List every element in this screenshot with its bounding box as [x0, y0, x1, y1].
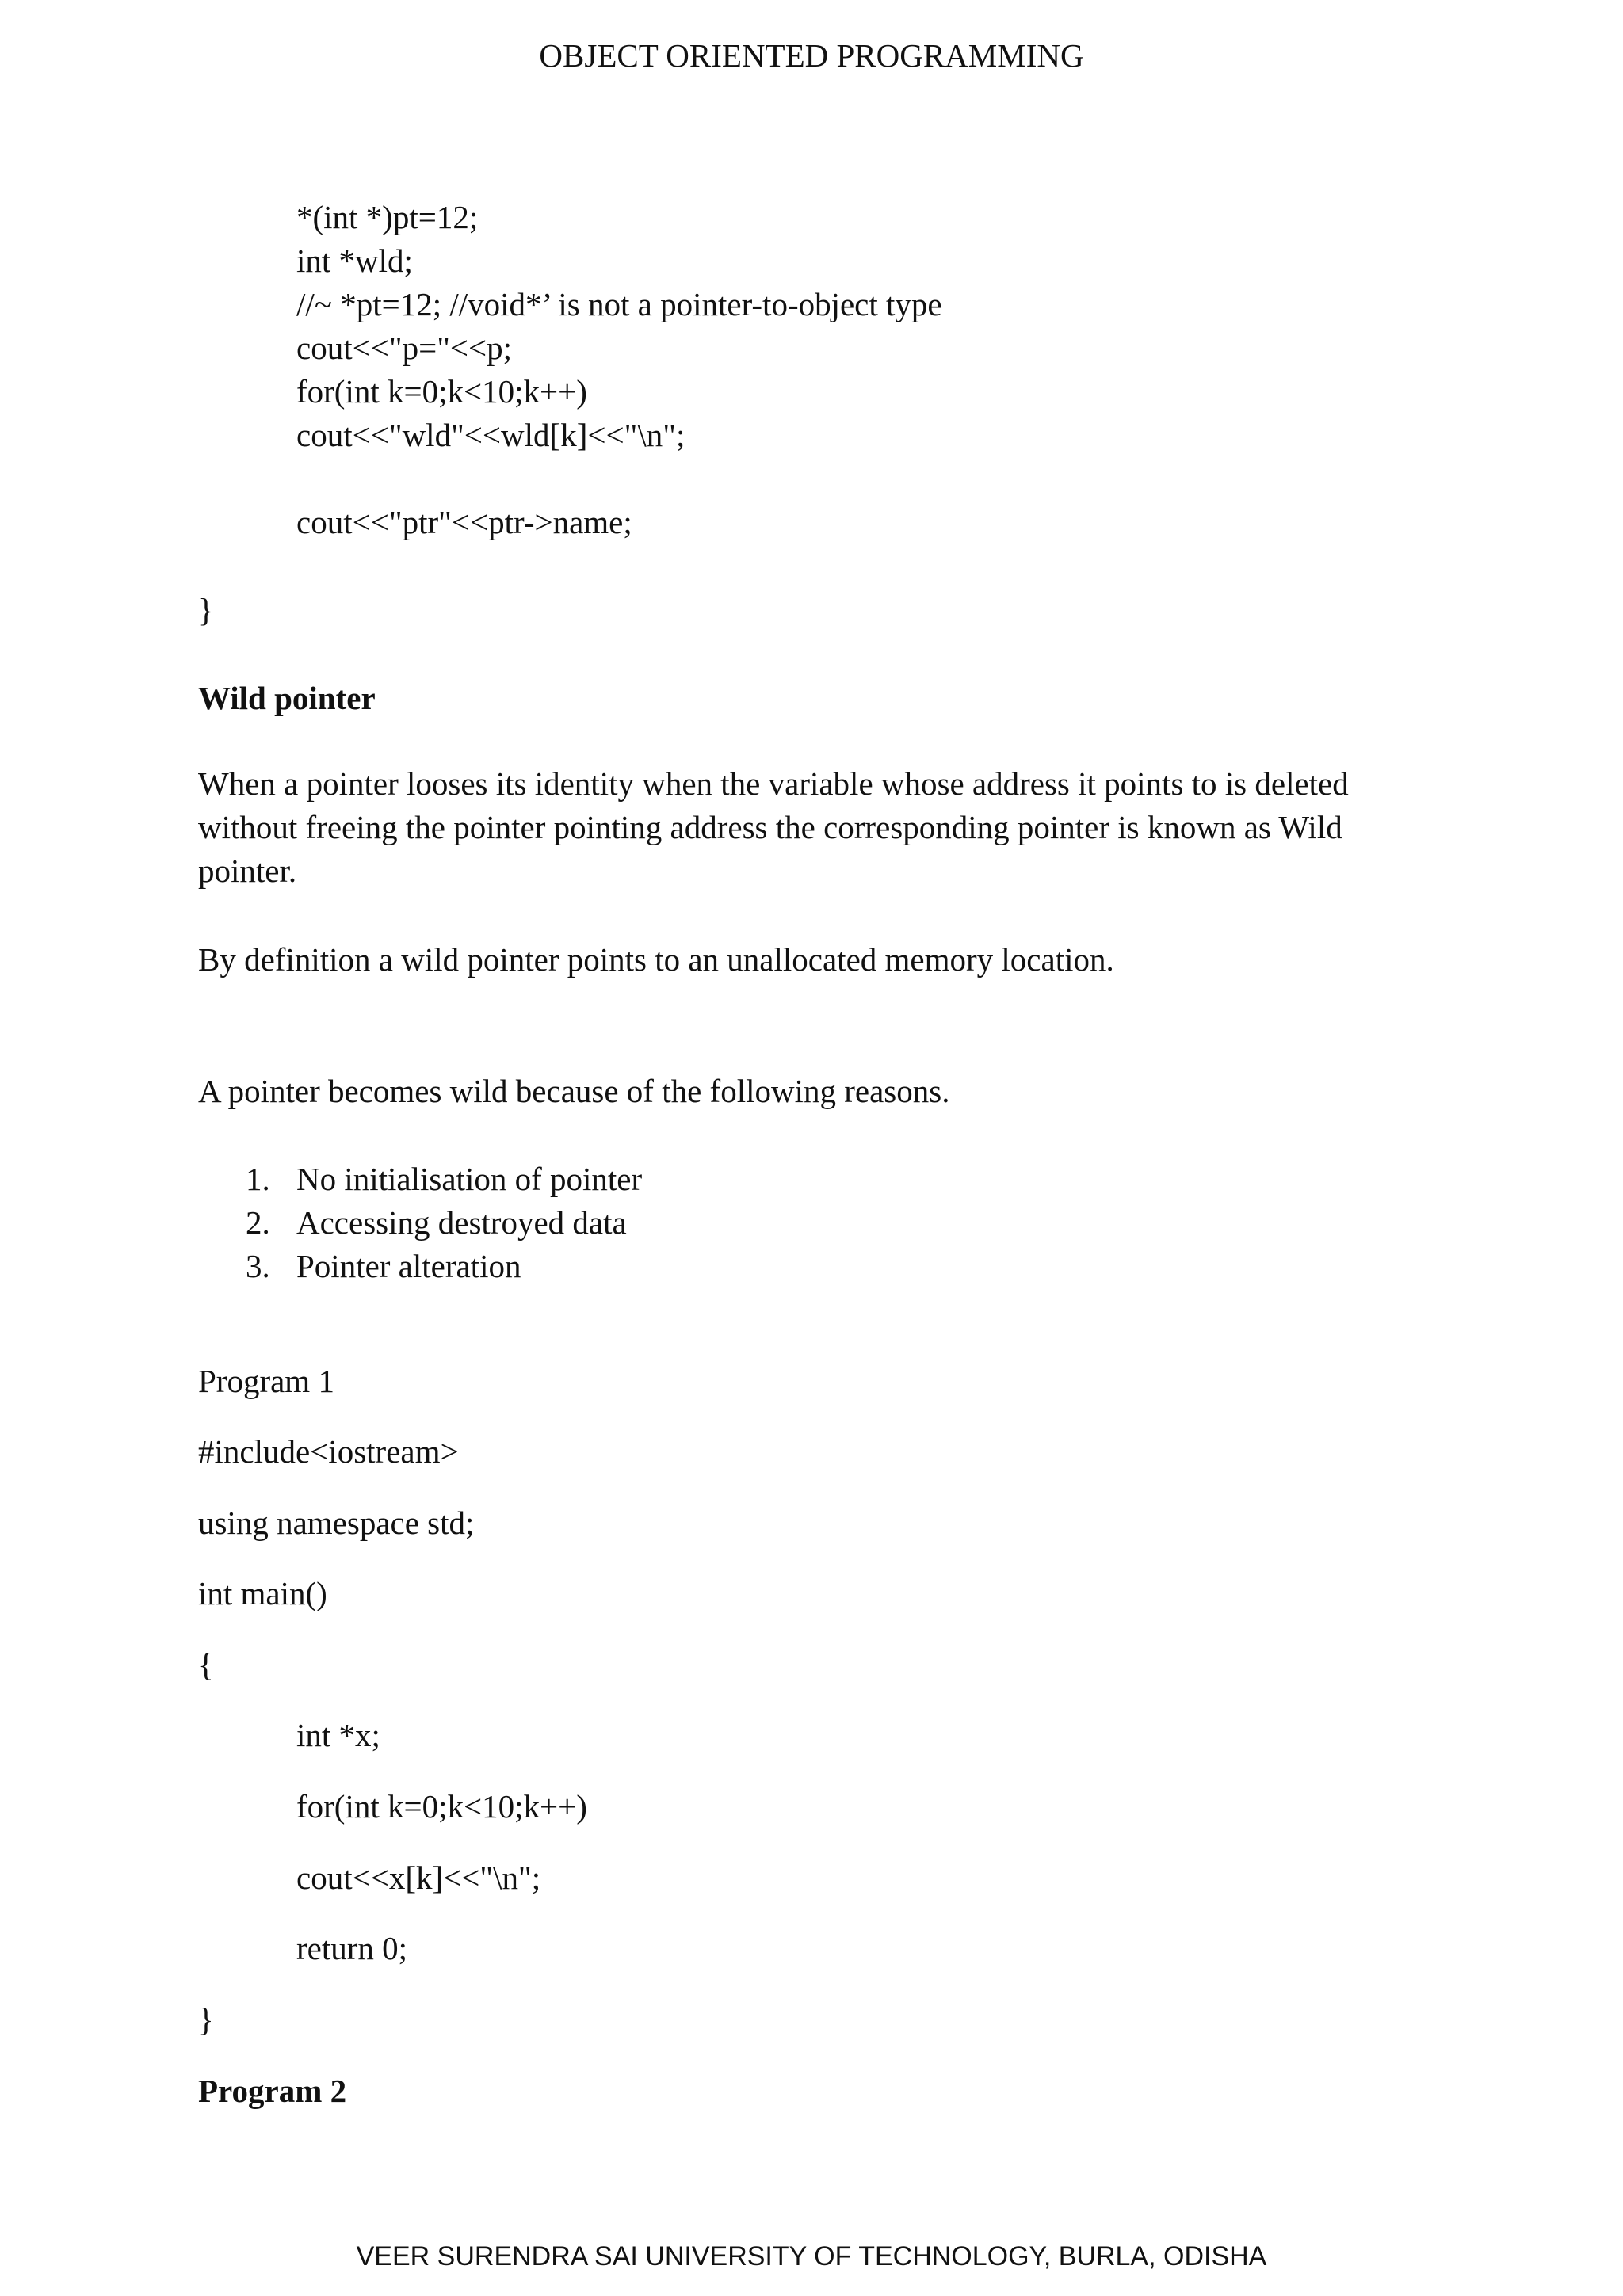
list-item-number: 3. — [246, 1248, 270, 1284]
list-item-text: Accessing destroyed data — [296, 1204, 627, 1241]
paragraph-reasons-intro: A pointer becomes wild because of the following reasons. — [198, 1073, 950, 1109]
list-item-text: No initialisation of pointer — [296, 1161, 643, 1197]
program-1-label: Program 1 — [198, 1363, 334, 1399]
list-item-number: 1. — [246, 1161, 270, 1197]
program-1-body-line: return 0; — [296, 1930, 408, 1966]
code-line-pointer-cast: *(int *)pt=12; — [296, 199, 479, 235]
code-closing-brace: } — [198, 592, 214, 628]
program-1-open-brace: { — [198, 1646, 214, 1683]
code-line-for-loop: for(int k=0;k<10;k++) — [296, 373, 587, 410]
section-heading-wild-pointer: Wild pointer — [198, 680, 376, 716]
code-line-cout-ptr: cout<<"ptr"<<ptr->name; — [296, 504, 632, 540]
program-1-include: #include<iostream> — [198, 1433, 459, 1470]
list-item-number: 2. — [246, 1204, 270, 1241]
program-1-body-line: for(int k=0;k<10;k++) — [296, 1788, 587, 1825]
code-line-wld-declaration: int *wld; — [296, 242, 413, 279]
program-1-namespace: using namespace std; — [198, 1505, 475, 1541]
program-1-body-line: cout<<x[k]<<"\n"; — [296, 1859, 541, 1896]
program-1-close-brace: } — [198, 2001, 214, 2038]
page-header-title: OBJECT ORIENTED PROGRAMMING — [539, 37, 1084, 74]
program-1-main: int main() — [198, 1575, 327, 1611]
code-line-cout-p: cout<<"p="<<p; — [296, 330, 513, 366]
program-1-body-line: int *x; — [296, 1717, 380, 1753]
page-footer-university: VEER SURENDRA SAI UNIVERSITY OF TECHNOLOGY, BURLA, ODISHA — [356, 2241, 1267, 2271]
list-item-text: Pointer alteration — [296, 1248, 521, 1284]
code-line-comment: //~ *pt=12; //void*’ is not a pointer-to-object type — [296, 286, 942, 322]
paragraph-unallocated-memory: By definition a wild pointer points to an unallocated memory location. — [198, 941, 1114, 978]
program-2-label: Program 2 — [198, 2073, 347, 2109]
paragraph-wild-pointer-definition: When a pointer looses its identity when the variable whose address it points to is deleted without freeing the pointer pointing address the corresponding pointer is known as Wild pointer. — [198, 765, 1349, 889]
code-line-cout-wld: cout<<"wld"<<wld[k]<<"\n"; — [296, 417, 685, 453]
